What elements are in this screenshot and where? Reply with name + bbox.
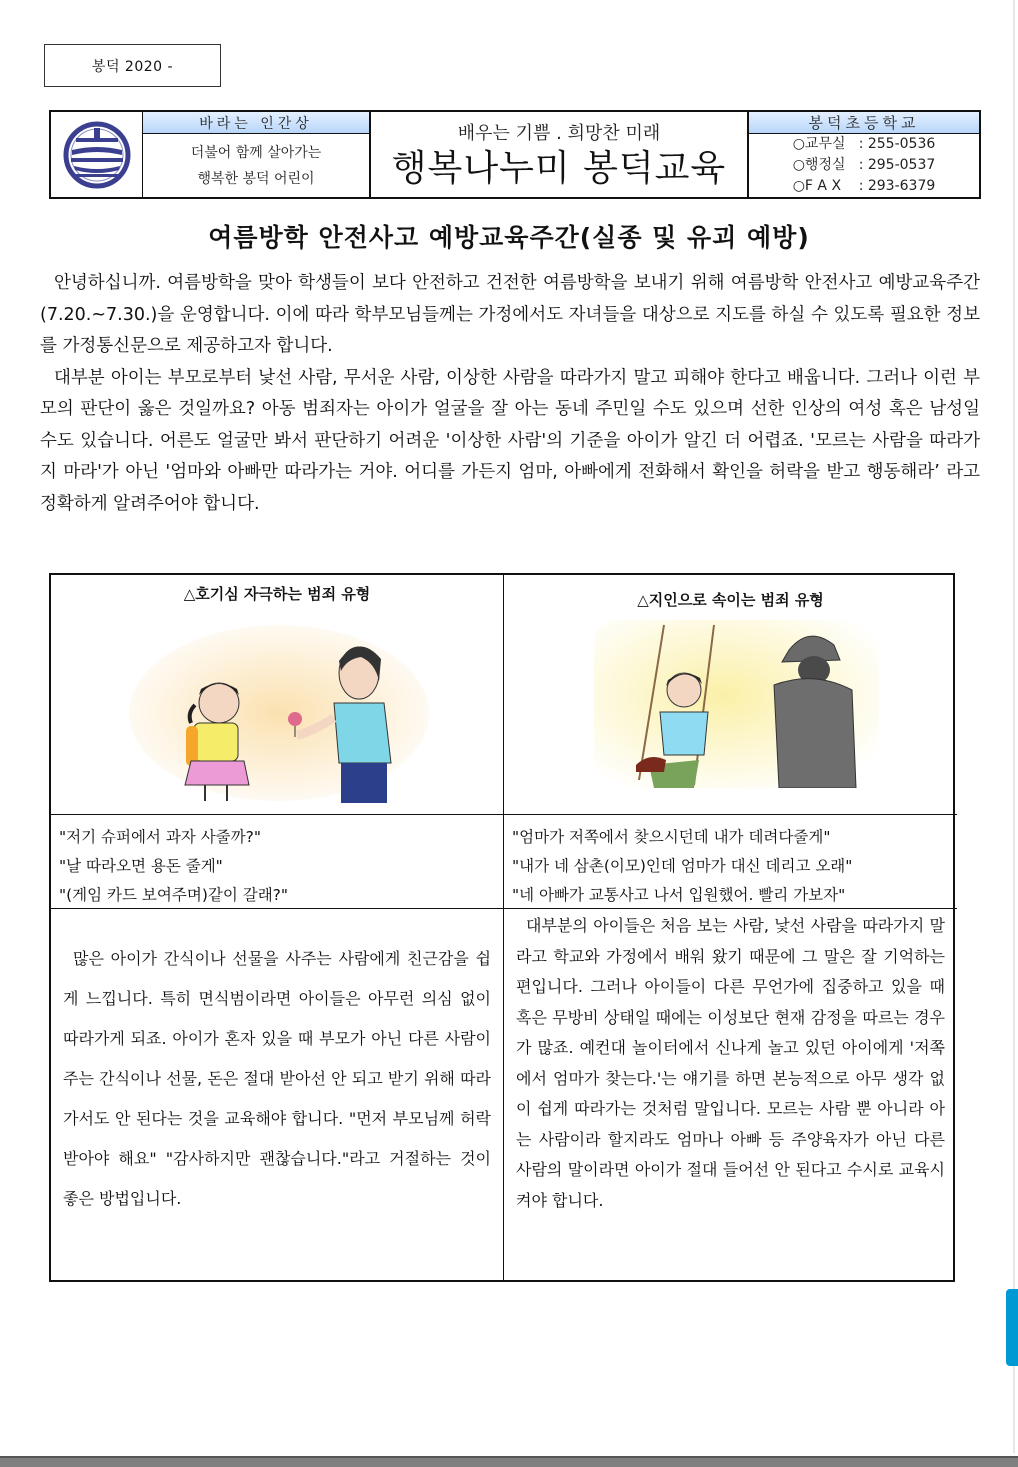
acquaintance-quotes [504, 815, 957, 918]
curiosity-crime-title: △호기심 자극하는 범죄 유형 [183, 585, 371, 603]
bottom-bar [0, 1456, 1018, 1467]
slogan-main: 행복나누미 봉덕교육 [391, 147, 727, 189]
quote-line: "날 따라오면 용돈 줄게" [59, 857, 223, 875]
intro-paragraph: 대부분 아이는 부모로부터 낯선 사람, 무서운 사람, 이상한 사람을 따라가지 말고 피해야 한다고 배웁니다. 그러나 이런 부모의 판단이 옳은 것일까요? 아동 범죄자는 아이가 얼굴을 잘 아는 동네 주민일 수도 있으며 선한 인상의 여성 혹은 남성일 수도 있습니다. 어른도 얼굴만 봐서 판단하기 어려운 '이상한 사람'의 기준을 아이가 알긴 더 어렵죠. '모르는 사람을 따라가지 마라'가 아닌 '엄마와 아빠만 따라가는 거야. 어디를 가든지 엄마, 아빠에게 전화해서 확인을 허락을 받고 행동해라’ 라고 정확하게 알려주어야 합니다. [40, 367, 980, 514]
curiosity-body [51, 909, 503, 1219]
scrollbar-track[interactable] [1013, 0, 1015, 1453]
contact-value: : 295-0537 [858, 157, 936, 173]
quote-line: "내가 네 삼촌(이모)인데 엄마가 대신 데리고 오래" [512, 857, 853, 875]
school-name: 봉덕초등학교 [749, 112, 979, 134]
masthead [49, 110, 981, 199]
acquaintance-body-cell [504, 909, 957, 1280]
contact-value: : 255-0536 [858, 136, 936, 152]
motto-line: 행복한 봉덕 어린이 [197, 170, 315, 187]
document-code-box [44, 44, 221, 87]
acquaintance-quotes-cell [504, 815, 957, 909]
motto-cell [143, 112, 371, 197]
page-title: 여름방학 안전사고 예방교육주간(실종 및 유괴 예방) [208, 223, 810, 252]
quote-line: "(게임 카드 보여주며)같이 갈래?" [59, 886, 289, 904]
acquaintance-body [504, 909, 957, 1216]
slogan-cell [371, 112, 749, 197]
slogan-subtitle: 배우는 기쁨 . 희망찬 미래 [457, 122, 661, 144]
school-info-cell [749, 112, 979, 197]
contact-label: ○행정실 [792, 157, 846, 173]
curiosity-body-cell [51, 909, 504, 1280]
contact-list [749, 134, 979, 197]
contact-row [793, 134, 936, 155]
motto-body [143, 134, 369, 197]
girl-lollipop-illustration-icon [129, 623, 429, 803]
contact-row [793, 155, 936, 176]
motto-heading: 바라는 인간상 [143, 112, 369, 134]
school-emblem-icon [62, 120, 132, 190]
curiosity-body-text: 많은 아이가 간식이나 선물을 사주는 사람에게 친근감을 쉽게 느낍니다. 특히 면식범이라면 아이들은 아무런 의심 없이 따라가게 되죠. 아이가 혼자 있을 때 부모가 아닌 다른 사람이 주는 간식이나 선물, 돈은 절대 받아선 안 되고 받기 위해 따라가서도 안 된다는 것을 교육해야 합니다. "먼저 부모님께 허락받아야 해요" "감사하지만 괜찮습니다."라고 거절하는 것이 좋은 방법입니다. [63, 949, 491, 1208]
contact-value: : 293-6379 [858, 178, 936, 194]
acquaintance-body-text: 대부분의 아이들은 처음 보는 사람, 낯선 사람을 따라가지 말라고 학교와 가정에서 배워 왔기 때문에 그 말은 잘 기억하는 편입니다. 그러나 아이들이 다른 무언가에 집중하고 있을 때 혹은 무방비 상태일 때에는 이성보단 현재 감정을 따르는 경우가 많죠. 예컨대 놀이터에서 신나게 놀고 있던 아이에게 '저쪽에서 엄마가 찾는다.'는 얘기를 하면 본능적으로 아무 생각 없이 쉽게 따라가는 것처럼 말입니다. 모르는 사람 뿐 아니라 아는 사람이라 할지라도 엄마나 아빠 등 주양육자가 아닌 다른 사람의 말이라면 아이가 절대 들어선 안 된다고 수시로 교육시켜야 합니다. [516, 916, 945, 1210]
document-code: 봉덕 2020 - [91, 58, 174, 75]
boy-swing-stranger-illustration-icon [594, 620, 879, 788]
curiosity-quotes-cell [51, 815, 504, 909]
curiosity-quotes [51, 815, 503, 918]
intro-section [40, 268, 980, 520]
contact-label: ○F A X [792, 178, 842, 194]
logo-cell [51, 112, 143, 197]
motto-line: 더불어 함께 살아가는 [190, 144, 322, 161]
quote-line: "네 아빠가 교통사고 나서 입원했어. 빨리 가보자" [512, 886, 846, 904]
crime-types-table [49, 573, 955, 1282]
acquaintance-crime-title: △지인으로 속이는 범죄 유형 [637, 591, 824, 609]
quote-line: "엄마가 저쪽에서 찾으시던데 내가 데려다줄게" [512, 828, 831, 846]
quote-line: "저기 슈퍼에서 과자 사줄까?" [59, 828, 261, 846]
contact-label: ○교무실 [792, 136, 846, 152]
intro-paragraph: 안녕하십니까. 여름방학을 맞아 학생들이 보다 안전하고 건전한 여름방학을 보내기 위해 여름방학 안전사고 예방교육주간(7.20.~7.30.)을 운영합니다. 이에 따라 학부모님들께는 가정에서도 자녀들을 대상으로 지도를 하실 수 있도록 필요한 정보를 가정통신문으로 제공하고자 합니다. [40, 273, 980, 356]
contact-row [793, 176, 936, 197]
acquaintance-crime-cell [504, 575, 957, 815]
scrollbar-thumb[interactable] [1006, 1289, 1018, 1366]
curiosity-crime-cell [51, 575, 504, 815]
